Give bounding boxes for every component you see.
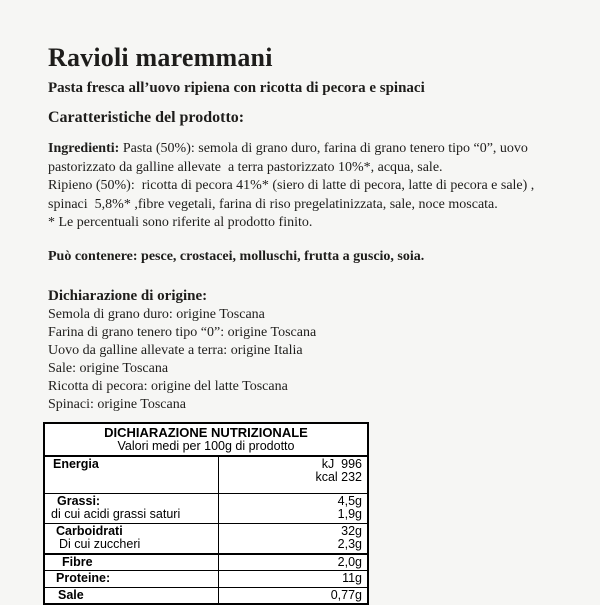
ingredients-paragraph bbox=[48, 140, 570, 233]
nutrition-label-energia: Energia bbox=[45, 458, 216, 472]
nutrition-value-fibre: 2,0g bbox=[221, 556, 362, 570]
nutrition-value-kj: kJ 996 bbox=[221, 458, 362, 472]
nutrition-row-energy bbox=[45, 457, 367, 494]
nutrition-label-sale: Sale bbox=[45, 589, 216, 603]
nutrition-value-kcal: kcal 232 bbox=[221, 471, 362, 485]
nutrition-label-cell bbox=[45, 457, 219, 493]
nutrition-label-grassi: Grassi: bbox=[45, 495, 216, 509]
page-title: Ravioli maremmani bbox=[48, 42, 570, 74]
origin-line: Ricotta di pecora: origine del latte Toscana bbox=[48, 378, 570, 396]
origin-line: Sale: origine Toscana bbox=[48, 360, 570, 378]
ingredients-label: Ingredienti: bbox=[48, 141, 119, 156]
origin-list bbox=[48, 306, 570, 414]
nutrition-value-cell bbox=[219, 494, 367, 523]
nutrition-label-fibre: Fibre bbox=[45, 556, 216, 570]
origin-line: Farina di grano tenero tipo “0”: origine Toscana bbox=[48, 324, 570, 342]
nutrition-value-cell bbox=[219, 555, 367, 571]
nutrition-value-cell bbox=[219, 571, 367, 587]
origin-line: Uovo da galline allevate a terra: origine Italia bbox=[48, 342, 570, 360]
nutrition-label-cell bbox=[45, 555, 219, 571]
nutrition-label-cell bbox=[45, 494, 219, 523]
nutrition-label-cell bbox=[45, 524, 219, 553]
origin-line: Spinaci: origine Toscana bbox=[48, 396, 570, 414]
ingredients-line: pastorizzato da galline allevate a terra pastorizzato 10%*, acqua, sale. bbox=[48, 159, 570, 178]
nutrition-row-grassi bbox=[45, 494, 367, 524]
origin-heading: Dichiarazione di origine: bbox=[48, 286, 570, 306]
nutrition-label-carboidrati: Carboidrati bbox=[45, 525, 216, 539]
nutrition-row-fibre bbox=[45, 555, 367, 572]
nutrition-value-cell bbox=[219, 588, 367, 604]
allergen-statement: Può contenere: pesce, crostacei, molluschi, frutta a guscio, soia. bbox=[48, 247, 570, 266]
nutrition-row-sale bbox=[45, 588, 367, 604]
nutrition-table bbox=[43, 422, 369, 605]
nutrition-label-proteine: Proteine: bbox=[45, 572, 216, 586]
nutrition-value-saturi: 1,9g bbox=[221, 508, 362, 522]
nutrition-subtitle: Valori medi per 100g di prodotto bbox=[45, 440, 367, 453]
nutrition-value-grassi: 4,5g bbox=[221, 495, 362, 509]
ingredients-line: spinaci 5,8%* ,fibre vegetali, farina di riso pregelatinizzata, sale, noce moscata. bbox=[48, 196, 570, 215]
nutrition-value-sale: 0,77g bbox=[221, 589, 362, 603]
nutrition-table-header bbox=[45, 424, 367, 457]
nutrition-label-zuccheri: Di cui zuccheri bbox=[45, 538, 216, 552]
ingredients-line: Ripieno (50%): ricotta di pecora 41%* (siero di latte di pecora, latte di pecora e sale) , bbox=[48, 177, 570, 196]
nutrition-row-carboidrati bbox=[45, 524, 367, 555]
ingredients-footnote: * Le percentuali sono riferite al prodotto finito. bbox=[48, 214, 570, 233]
nutrition-value-cell bbox=[219, 524, 367, 553]
section-heading-caratteristiche: Caratteristiche del prodotto: bbox=[48, 108, 570, 128]
nutrition-row-proteine bbox=[45, 571, 367, 588]
nutrition-label-cell bbox=[45, 571, 219, 587]
nutrition-title: DICHIARAZIONE NUTRIZIONALE bbox=[45, 426, 367, 440]
nutrition-value-carboidrati: 32g bbox=[221, 525, 362, 539]
page-subtitle: Pasta fresca all’uovo ripiena con ricotta di pecora e spinaci bbox=[48, 78, 570, 98]
nutrition-label-saturi: di cui acidi grassi saturi bbox=[45, 508, 216, 522]
nutrition-value-cell bbox=[219, 457, 367, 493]
nutrition-label-cell bbox=[45, 588, 219, 604]
origin-line: Semola di grano duro: origine Toscana bbox=[48, 306, 570, 324]
ingredients-line1-text: Pasta (50%): semola di grano duro, farina di grano tenero tipo “0”, uovo bbox=[119, 141, 528, 156]
ingredients-line bbox=[48, 140, 570, 159]
nutrition-value-proteine: 11g bbox=[221, 572, 362, 586]
nutrition-value-zuccheri: 2,3g bbox=[221, 538, 362, 552]
